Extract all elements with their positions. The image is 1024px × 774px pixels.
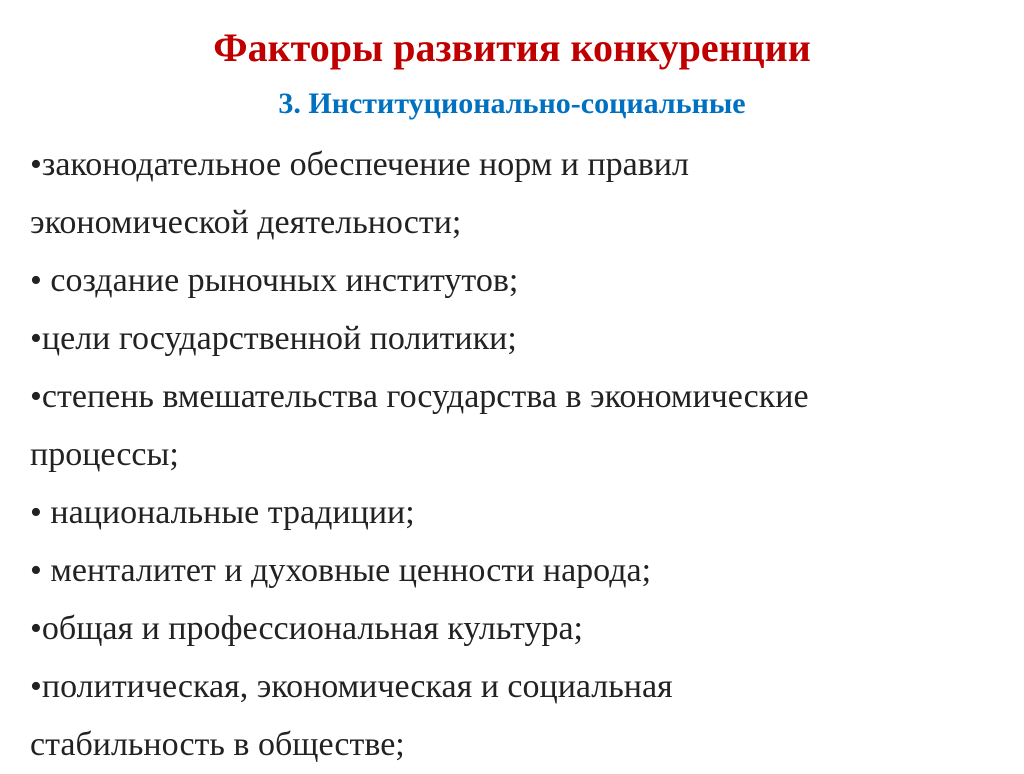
list-line: стабильность в обществе; bbox=[30, 726, 405, 763]
list-line: •степень вмешательства государства в экономические bbox=[30, 378, 809, 415]
list-line: • национальные традиции; bbox=[30, 494, 415, 531]
list-line: экономической деятельности; bbox=[30, 204, 462, 241]
list-line: •политическая, экономическая и социальная bbox=[30, 668, 673, 705]
list-line: • менталитет и духовные ценности народа; bbox=[30, 552, 652, 589]
list-line: процессы; bbox=[30, 436, 179, 473]
bullet-list bbox=[30, 136, 1010, 774]
list-line: •цели государственной политики; bbox=[30, 320, 517, 357]
list-line: • создание рыночных институтов; bbox=[30, 262, 519, 299]
slide-title: Факторы развития конкуренции bbox=[213, 25, 811, 70]
list-line: •законодательное обеспечение норм и правил bbox=[30, 146, 689, 183]
list-line: •общая и профессиональная культура; bbox=[30, 610, 583, 647]
slide-subtitle: 3. Институционально-социальные bbox=[278, 87, 746, 120]
